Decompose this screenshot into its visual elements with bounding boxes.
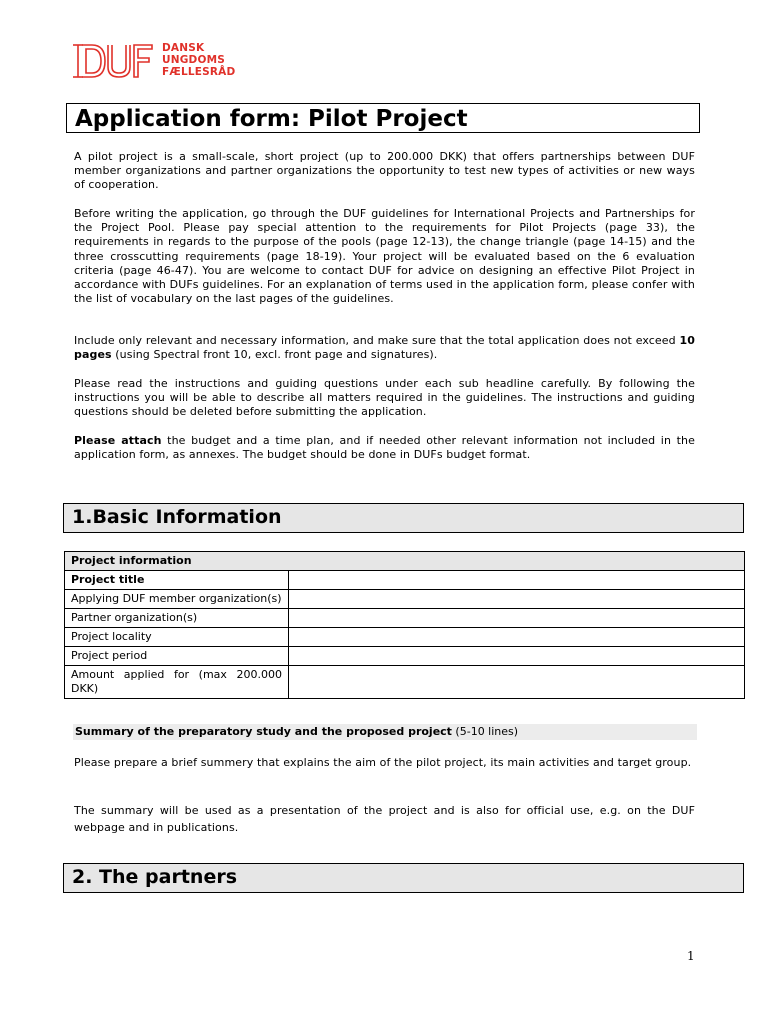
partner-org-field[interactable]: [289, 609, 745, 628]
row-label-project-locality: Project locality: [65, 628, 289, 647]
summary-paragraph-1: Please prepare a brief summery that explains the aim of the pilot project, its main activities and target group.: [74, 756, 692, 769]
intro-paragraph-3: Include only relevant and necessary information, and make sure that the total application does not exceed 10 pages (using Spectral front 10, excl. front page and signatures).: [74, 334, 695, 362]
row-label-applying-org: Applying DUF member organization(s): [65, 590, 289, 609]
page-limit: 10 pages: [74, 334, 695, 362]
applying-org-field[interactable]: [289, 590, 745, 609]
page-title: Application form: Pilot Project: [66, 103, 700, 133]
summary-paragraph-2: The summary will be used as a presentation of the project and is also for official use, e.g. on the DUF webpage and in publications.: [74, 804, 695, 834]
intro-paragraph-5: Please attach the budget and a time plan, and if needed other relevant information not included in the application form, as annexes. The budget should be done in DUFs budget format.: [74, 434, 695, 462]
summary-heading: Summary of the preparatory study and the proposed project (5-10 lines): [73, 724, 697, 740]
row-label-project-title: Project title: [65, 571, 289, 590]
project-locality-field[interactable]: [289, 628, 745, 647]
attach-label: Please attach: [74, 434, 162, 447]
table-row: [65, 628, 745, 647]
table-row: [65, 647, 745, 666]
table-header: Project information: [65, 552, 745, 571]
project-info-table: [64, 551, 745, 699]
row-label-amount: Amount applied for (max 200.000 DKK): [65, 666, 289, 699]
row-label-project-period: Project period: [65, 647, 289, 666]
project-title-field[interactable]: [289, 571, 745, 590]
table-row: [65, 666, 745, 699]
row-label-partner-org: Partner organization(s): [65, 609, 289, 628]
section-1-heading: 1.Basic Information: [63, 503, 744, 533]
intro-paragraph-4: Please read the instructions and guiding questions under each sub headline carefully. By following the instructions you will be able to describe all matters required in the guidelines. The instructions and guiding questions should be deleted before submitting the application.: [74, 377, 695, 419]
table-row: [65, 609, 745, 628]
duf-logo-text: DANSK UNGDOMS FÆLLESRÅD: [162, 42, 236, 78]
intro-paragraph-1: A pilot project is a small-scale, short project (up to 200.000 DKK) that offers partnerships between DUF member organizations and partner organizations the opportunity to test new types of activities or new ways of cooperation.: [74, 150, 695, 192]
intro-paragraph-2: Before writing the application, go through the DUF guidelines for International Projects and Partnerships for the Project Pool. Please pay special attention to the requirements for Pilot Projects (page 33), the requirements in regards to the purpose of the pools (page 12-13), the change triangle (page 14-15) and the three crosscutting requirements (page 18-19). Your project will be evaluated based on the 6 evaluation criteria (page 46-47). You are welcome to contact DUF for advice on designing an effective Pilot Project in accordance with DUFs guidelines. For an explanation of terms used in the application form, please confer with the list of vocabulary on the last pages of the guidelines.: [74, 207, 695, 306]
project-period-field[interactable]: [289, 647, 745, 666]
amount-field[interactable]: [289, 666, 745, 699]
section-2-heading: 2. The partners: [63, 863, 744, 893]
duf-logo-mark: [72, 42, 154, 80]
page-number: 1: [687, 949, 695, 963]
table-row: [65, 571, 745, 590]
table-row: [65, 590, 745, 609]
